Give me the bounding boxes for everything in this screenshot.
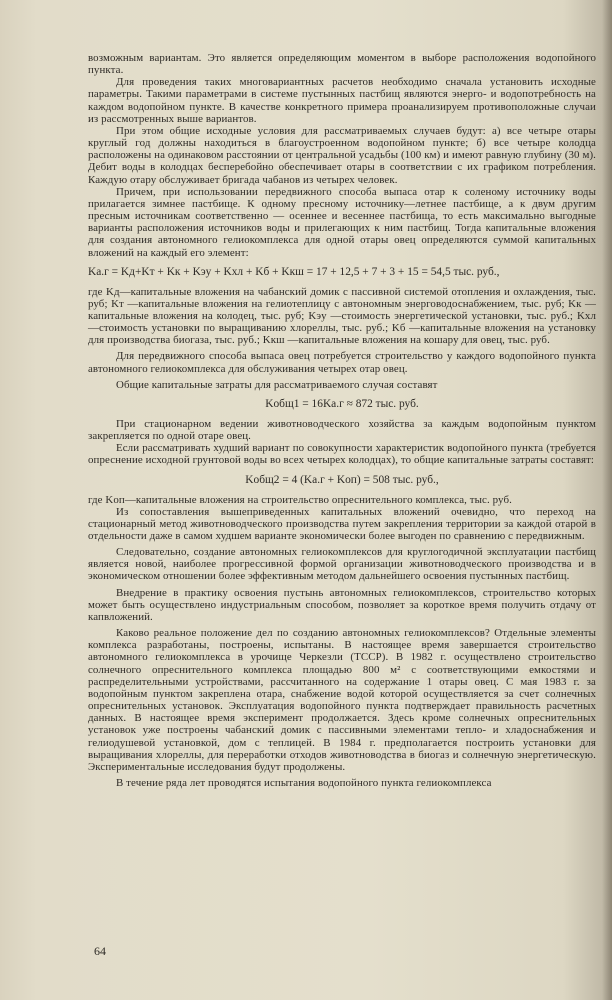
paragraph: Для передвижного способа выпаса овец потребуется строительство у каждого водопойного пункта автономного гелиокомплекса для обслуживания четырех отар овец. xyxy=(88,350,596,375)
formula-kobsh2: Kобщ2 = 4 (Kа.г + Kоп) = 508 тыс. руб., xyxy=(245,473,439,486)
page-number: 64 xyxy=(94,944,106,958)
paragraph: При этом общие исходные условия для рассматриваемых случаев будут: а) все четыре отары круглый год должны находиться в благоустроенном водопойном пункте; б) все четыре колодца расположены на одинаковом расстоянии от центральной усадьбы (100 км) и имеют равную глубину (30 м). Дебит воды в колодцах бесперебойно обеспечивает отары в соответствии с их графиком потребления. Каждую отару обслуживает бригада чабанов из четырех человек. xyxy=(88,124,596,186)
paragraph: где Kоп—капитальные вложения на строительство опреснительного комплекса, тыс. руб. xyxy=(88,493,512,506)
paragraph: В течение ряда лет проводятся испытания водопойного пункта гелиокомплекса xyxy=(116,776,492,789)
paragraph: Причем, при использовании передвижного способа выпаса отар к соленому источнику воды прилагается зимнее пастбище. К одному пресному источнику—летнее пастбище, а к двум другим пресным источникам соответственно — осеннее и весеннее пастбища, то есть максимально выгодные варианты расположения источников воды и прилегающих к ним пастбищ. Тогда капитальные вложения для создания автономного гелиокомплекса для одной отары овец определяются суммой капитальных вложений на каждый его элемент: xyxy=(88,185,596,259)
paragraph: Следовательно, создание автономных гелиокомплексов для круглогодичной эксплуатации пастбищ является новой, наиболее прогрессивной формой организации животноводческого производства и в экономическом отношении более эффективным методом дальнейшего освоения пустынных пастбищ. xyxy=(88,546,596,583)
page-body xyxy=(88,52,596,789)
formula-kobsh1: Kобщ1 = 16Kа.г ≈ 872 тыс. руб. xyxy=(265,397,419,410)
paragraph: Если рассматривать худший вариант по совокупности характеристик водопойного пункта (требуется опреснение исходной грунтовой воды во всех четырех колодцах), то общие капитальные затраты составят: xyxy=(88,442,596,467)
formula-kag: Kа.г = Kд+Kт + Kк + Kэу + Kхл + Kб + Kкш = 17 + 12,5 + 7 + 3 + 15 = 54,5 тыс. руб., xyxy=(88,265,500,278)
paragraph: Из сопоставления вышеприведенных капитальных вложений очевидно, что переход на стационарный метод животноводческого производства путем закрепления территории за каждой отарой в отдельности даже в самом худшем варианте экономически более выгоден по сравнению с передвижным. xyxy=(88,505,596,542)
paragraph: Каково реальное положение дел по созданию автономных гелиокомплексов? Отдельные элементы комплекса разработаны, построены, испытаны. В настоящее время завершается строительство автономного гелиокомплекса в урочище Черкезли (ТССР). В 1982 г. осуществлено строительство солнечного опреснительного комплекса площадью 800 м² с соответствующими емкостями и распределительными устройствами, рассчитанного на содержание 1 отары овец. С мая 1983 г. за водопойным пунктом закреплена отара, снабжение водой которой осуществляется за счет солнечных опреснительных установок. Эксплуатация водопойного пункта подтверждает правильность расчетных данных. В настоящее время эксперимент продолжается. Здесь кроме солнечных опреснительных установок уже построены чабанский домик с пассивными элементами тепло- и хладоснабжения и гелиодушевой установкой, дом с теплицей. В 1984 г. предполагается построить установки для выращивания хлореллы, для переработки отходов животноводства в биогаз и солнечную энергетическую. Экспериментальные исследования будут продолжены. xyxy=(88,627,596,773)
paragraph: Внедрение в практику освоения пустынь автономных гелиокомплексов, строительство которых может быть осуществлено индустриальным способом, позволяет за короткое время получить отдачу от капвложений. xyxy=(88,586,596,623)
paragraph: возможным вариантам. Это является определяющим моментом в выборе расположения водопойного пункта. xyxy=(88,52,596,77)
paragraph: где Kд—капитальные вложения на чабанский домик с пассивной системой отопления и охлаждения, тыс. руб; Kт —капитальные вложения на гелиотеплицу с автономным энерговодоснабжением, тыс. руб; Kк —капитальные вложения на колодец, тыс. руб; Kэу —стоимость энергетической установки, тыс. руб.; Kхл —стоимость установки по выращиванию хлореллы, тыс. руб.; Kб —капитальные вложения на установку для производства биогаза, тыс. руб.; Kкш —капитальные вложения на кошару для овец, тыс. руб. xyxy=(88,285,596,347)
paragraph: При стационарном ведении животноводческого хозяйства за каждым водопойным пунктом закрепляется по одной отаре овец. xyxy=(88,417,596,443)
paragraph: Общие капитальные затраты для рассматриваемого случая составят xyxy=(116,378,438,391)
paragraph: Для проведения таких многовариантных расчетов необходимо сначала установить исходные параметры. Такими параметрами в системе пустынных пастбищ являются энерго- и водопотребность на каждом водопойном пункте. В качестве конкретного примера проанализируем противоположные случаи из рассмотренных выше вариантов. xyxy=(88,76,596,125)
